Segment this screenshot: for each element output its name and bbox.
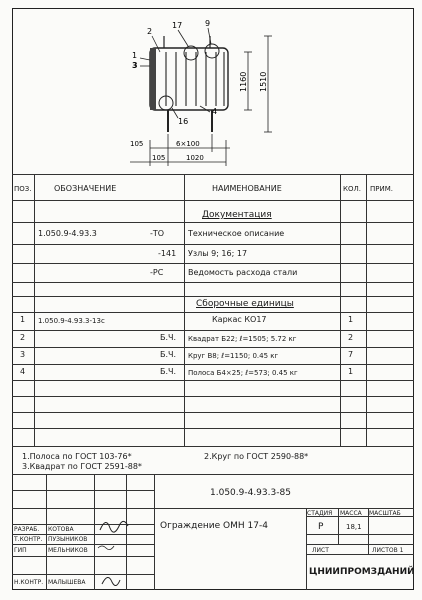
doc-name: Ведомость расхода стали [188,268,298,277]
header-note: ПРИМ. [370,185,393,193]
document-code: 1.050.9-4.93.3-85 [210,488,291,498]
item-qty: 7 [348,350,354,359]
callout-16: 16 [178,117,189,126]
callout-3: 3 [132,61,138,70]
stage-value: Р [318,522,324,532]
item-designation: 1.050.9-4.93.3-13с [38,317,105,325]
item-prefix: Б.Ч. [160,367,177,376]
section-assembly-units: Сборочные единицы [196,299,294,309]
callout-9: 9 [205,19,211,28]
sheets-label: ЛИСТОВ 1 [372,547,404,554]
doc-suffix: -ТО [150,229,165,238]
dim-105-top: 105 [130,140,144,148]
header-qty: КОЛ. [343,185,361,193]
col-line-name [340,174,341,446]
role-tech-control: Т.КОНТР. [14,536,43,543]
callout-17: 17 [172,21,183,30]
mass-value: 18,1 [346,523,362,531]
header-divider [12,200,414,201]
scale-header: МАСШТАБ [369,510,401,517]
item-name: Каркас КО17 [212,315,267,324]
item-pos: 2 [20,333,26,342]
dim-total: 1020 [186,154,204,162]
role-chief-engineer: ГИП [14,547,27,554]
col-line-qty [366,174,367,446]
doc-designation: 1.050.9-4.93.3 [38,229,97,238]
callout-4: 4 [212,107,218,116]
callout-2: 2 [147,27,153,36]
sheet-label: ЛИСТ [312,547,329,554]
item-prefix: Б.Ч. [160,350,177,359]
item-prefix: Б.Ч. [160,333,177,342]
role-developer: РАЗРАБ. [14,526,40,533]
note-line-1b: 2.Круг по ГОСТ 2590-88* [204,452,309,461]
doc-suffix: -РС [150,268,164,277]
dim-pitch: 6×100 [176,140,200,148]
mass-header: МАССА [340,510,362,517]
dim-105-bottom: 105 [152,154,166,162]
item-pos: 1 [20,315,26,324]
item-pos: 4 [20,367,26,376]
col-line-designation [184,174,185,446]
name-norm-control: МАЛЫШЕВА [48,579,86,586]
item-qty: 1 [348,315,354,324]
item-qty: 2 [348,333,354,342]
dim-height-outer: 1510 [259,71,268,92]
role-norm-control: Н.КОНТР. [14,579,44,586]
name-tech-control: ПУЗЫНИКОВ [48,536,88,543]
doc-suffix: -141 [158,249,177,258]
item-name: Круг В8; ℓ=1150; 0.45 кг [188,352,279,360]
section-documents: Документация [202,210,272,220]
col-line-pos [34,174,35,446]
dim-height-inner: 1160 [239,71,248,92]
callout-1: 1 [132,51,138,60]
name-developer: КОТОВА [48,526,74,533]
header-name: НАИМЕНОВАНИЕ [212,184,282,193]
item-pos: 3 [20,350,26,359]
doc-name: Техническое описание [188,229,285,238]
item-name: Квадрат Б22; ℓ=1505; 5.72 кг [188,335,297,343]
item-qty: 1 [348,367,354,376]
note-line-1a: 1.Полоса по ГОСТ 103-76* [22,452,132,461]
stage-header: СТАДИЯ [307,510,333,517]
header-designation: ОБОЗНАЧЕНИЕ [54,184,117,193]
doc-name: Узлы 9; 16; 17 [188,249,248,258]
item-name: Полоса Б4×25; ℓ=573; 0.45 кг [188,369,298,377]
drawing-title: Ограждение ОМН 17-4 [160,521,268,531]
table-top-border [12,174,414,175]
fence-drawing [0,0,422,175]
header-pos: ПОЗ. [14,185,32,193]
organization: ЦНИИПРОМЗДАНИЙ [309,567,415,577]
name-chief-engineer: МЕЛЬНИКОВ [48,547,88,554]
note-line-2: 3.Квадрат по ГОСТ 2591-88* [22,462,142,471]
